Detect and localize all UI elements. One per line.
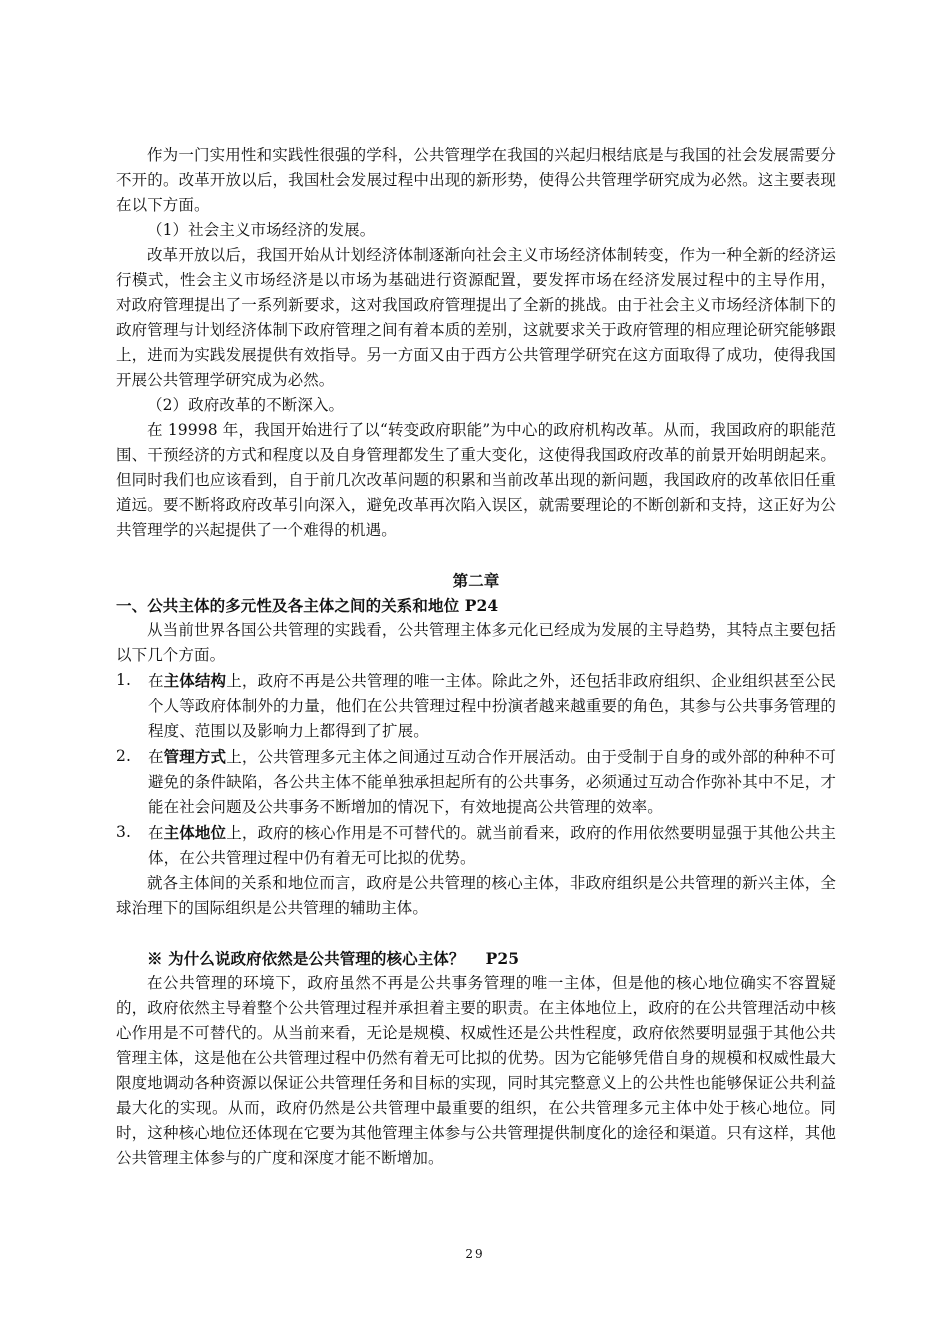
- list-number: 3.: [116, 823, 131, 841]
- document-page: [116, 143, 836, 1171]
- list-item: 1. 在主体结构上，政府不再是公共管理的唯一主体。除此之外，还包括非政府组织、企业组织甚至公民个人等政府体制外的力量，他们在公共管理过程中扮演者越来越重要的角色，其参与公共事务管理的程度、范围以及影响力上都得到了扩展。: [116, 668, 836, 744]
- list-number: 2.: [116, 747, 131, 765]
- market-economy-paragraph: 改革开放以后，我国开始从计划经济体制逐渐向社会主义市场经济体制转变，作为一种全新的经济运行模式，性会主义市场经济是以市场为基础进行资源配置，要发挥市场在经济发展过程中的主导作用， 对政府管理提出了一系列新要求，这对我国政府管理提出了全新的挑战。由于社会主义市场经济体制下的政府管理与计划经济体制下政府管理之间有着本质的差别，这就要求关于政府管理的相应理论研究能够跟上，进而为实践发展提供有效指导。另一方面又由于西方公共管理学研究在这方面取得了成功，使得我国开展公共管理学研究成为必然。: [116, 246, 836, 389]
- section2-body: 在公共管理的环境下，政府虽然不再是公共事务管理的唯一主体，但是他的核心地位确实不容置疑的，政府依然主导着整个公共管理过程并承担着主要的职责。在主体地位上，政府的在公共管理活动中核心作用是不可替代的。从当前来看，无论是规模、权威性还是公共性程度，政府依然要明显强于其他公共管理主体，这是他在公共管理过程中仍然有着无可比拟的优势。因为它能够凭借自身的规模和权威性最大限度地调动各种资源以保证公共管理任务和目标的实现，同时其完整意义上的公共性也能够保证公共利益最大化的实现。从而，政府仍然是公共管理中最重要的组织，在公共管理多元主体中处于核心地位。同时，这种核心地位还体现在它要为其他管理主体参与公共管理提供制度化的途径和渠道。只有这样，其他公共管理主体参与的广度和深度才能不断增加。: [116, 974, 836, 1167]
- intro-paragraph: 作为一门实用性和实践性很强的学科，公共管理学在我国的兴起归根结底是与我国的社会发展需要分不开的。改革开放以后，我国杜会发展过程中出现的新形势，使得公共管理学研究成为必然。这主要表现在以下方面。: [116, 146, 836, 214]
- list-keyword: 主体地位: [163, 823, 227, 842]
- section-heading-1: 一、公共主体的多元性及各主体之间的关系和地位 P24: [116, 596, 499, 615]
- subheading-government-reform: （2）政府改革的不断深入。: [147, 396, 345, 414]
- section1-closing: 就各主体间的关系和地位而言，政府是公共管理的核心主体，非政府组织是公共管理的新兴主体，全球治理下的国际组织是公共管理的辅助主体。: [116, 874, 836, 917]
- section-heading-2: ※ 为什么说政府依然是公共管理的核心主体？ P25: [147, 949, 520, 968]
- list-keyword: 主体结构: [163, 671, 227, 690]
- chapter-title: 第二章: [452, 571, 500, 590]
- list-item: 3. 在主体地位上，政府的核心作用是不可替代的。就当前看来，政府的作用依然要明显强于其他公共主体，在公共管理过程中仍有着无可比拟的优势。: [116, 820, 836, 871]
- list-number: 1.: [116, 671, 131, 689]
- list-keyword: 管理方式: [163, 747, 227, 766]
- list-item: 2. 在管理方式上，公共管理多元主体之间通过互动合作开展活动。由于受制于自身的或外部的种种不可避免的条件缺陷，各公共主体不能单独承担起所有的公共事务，必须通过互动合作弥补其中不足，才能在社会问题及公共事务不断增加的情况下，有效地提高公共管理的效率。: [116, 744, 836, 820]
- section1-lead: 从当前世界各国公共管理的实践看，公共管理主体多元化已经成为发展的主导趋势，其特点主要包括以下几个方面。: [116, 621, 836, 664]
- subheading-market-economy: （1）社会主义市场经济的发展。: [147, 221, 376, 239]
- government-reform-paragraph: 在 19998 年，我国开始进行了以“转变政府职能”为中心的政府机构改革。从而，我国政府的职能范围、干预经济的方式和程度以及自身管理都发生了重大变化，这使得我国政府改革的前景开始明朗起来。 但同时我们也应该看到，自于前几次改革问题的积累和当前改革出现的新问题，我国政府的改革依旧任重道远。要不断将政府改革引向深入，避免改革再次陷入误区，就需要理论的不断创新和支持，这正好为公共管理学的兴起提供了一个难得的机遇。: [116, 421, 836, 539]
- page-number: 29: [465, 1247, 485, 1261]
